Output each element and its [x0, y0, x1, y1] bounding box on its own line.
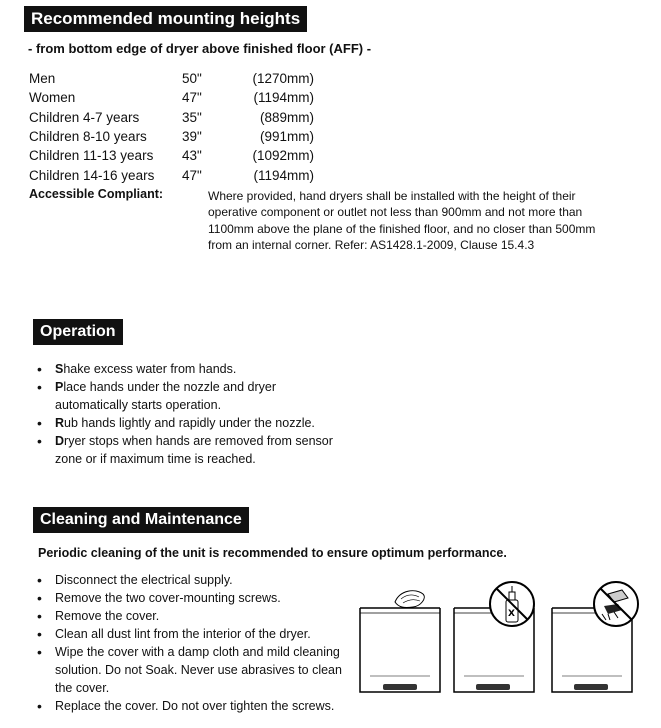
operation-step-lead: S: [55, 362, 64, 376]
cleaning-step: • Remove the two cover-mounting screws.: [37, 589, 362, 607]
mounting-row-label: Men: [29, 71, 56, 86]
cleaning-intro: Periodic cleaning of the unit is recommended to ensure optimum performance.: [38, 546, 507, 560]
svg-text:X: X: [508, 609, 515, 619]
operation-step-text: ub hands lightly and rapidly under the nozzle.: [64, 416, 315, 430]
mounting-row-mm: (1194mm): [253, 90, 314, 106]
no-spray-bottle-icon: [490, 582, 534, 626]
mounting-row-inches: 47": [182, 90, 202, 106]
operation-step-lead: R: [55, 416, 65, 430]
accessible-text: Where provided, hand dryers shall be installed with the height of their operative component or outlet not less than 900mm and not more than 1100mm above the plane of the finished floor, and no closer than 500mm from an internal corner. Refer: AS1428.1-2009, Clause 15.4.3: [208, 189, 596, 252]
dryer-no-abrasive-figure: [548, 580, 644, 700]
operation-step-text: hake excess water from hands.: [63, 362, 237, 376]
mounting-row-inches: 43": [182, 148, 202, 164]
operation-step: [37, 414, 347, 432]
cleaning-heading: Cleaning and Maintenance: [33, 507, 249, 533]
operation-list: [37, 360, 347, 468]
mounting-row-mm: (1194mm): [253, 167, 314, 183]
mounting-row-inches: 35": [182, 109, 202, 125]
dryer-no-spray-figure: [450, 580, 542, 700]
mounting-row-mm: (1270mm): [252, 71, 314, 86]
cleaning-step: • Wipe the cover with a damp cloth and mild cleaning solution. Do not Soak. Never use abrasives to clean the cover.: [37, 643, 362, 697]
operation-step-text: lace hands under the nozzle and dryer automatically starts operation.: [55, 380, 276, 412]
cleaning-step: • Disconnect the electrical supply.: [37, 571, 362, 589]
dryer-wipe-figure: [355, 580, 445, 700]
mounting-row-inches: 39": [182, 128, 202, 144]
operation-step: [37, 432, 347, 468]
mounting-row-mm: (889mm): [259, 109, 314, 125]
operation-heading: Operation: [33, 319, 123, 345]
operation-step: [37, 360, 347, 378]
operation-step-lead: P: [55, 380, 64, 394]
mounting-row-inches: 50": [182, 71, 202, 86]
operation-step-lead: D: [55, 434, 65, 448]
mounting-row-mm: (1092mm): [252, 148, 314, 164]
mounting-row-label: Children 8-10 years: [29, 128, 147, 144]
no-abrasive-brush-icon: [594, 582, 638, 626]
mounting-subtitle: - from bottom edge of dryer above finished floor (AFF) -: [28, 41, 372, 56]
mounting-row-label: Children 14-16 years: [29, 167, 155, 183]
accessible-label: Accessible Compliant:: [29, 187, 164, 201]
operation-step-text: ryer stops when hands are removed from sensor zone or if maximum time is reached.: [55, 434, 333, 466]
mounting-row-label: Children 4-7 years: [29, 109, 140, 125]
cleaning-step: • Clean all dust lint from the interior of the dryer.: [37, 625, 362, 643]
cloth-icon: [395, 591, 424, 608]
mounting-row-inches: 47": [182, 167, 202, 183]
cleaning-step: • Replace the cover. Do not over tighten the screws.: [37, 697, 362, 715]
cleaning-list: [37, 571, 362, 715]
mounting-row-mm: (991mm): [259, 128, 314, 144]
mounting-heights-heading: Recommended mounting heights: [24, 6, 307, 32]
operation-step: [37, 378, 347, 414]
mounting-row-label: Children 11-13 years: [29, 148, 154, 164]
cleaning-step: • Remove the cover.: [37, 607, 362, 625]
mounting-row-label: Women: [29, 90, 76, 106]
